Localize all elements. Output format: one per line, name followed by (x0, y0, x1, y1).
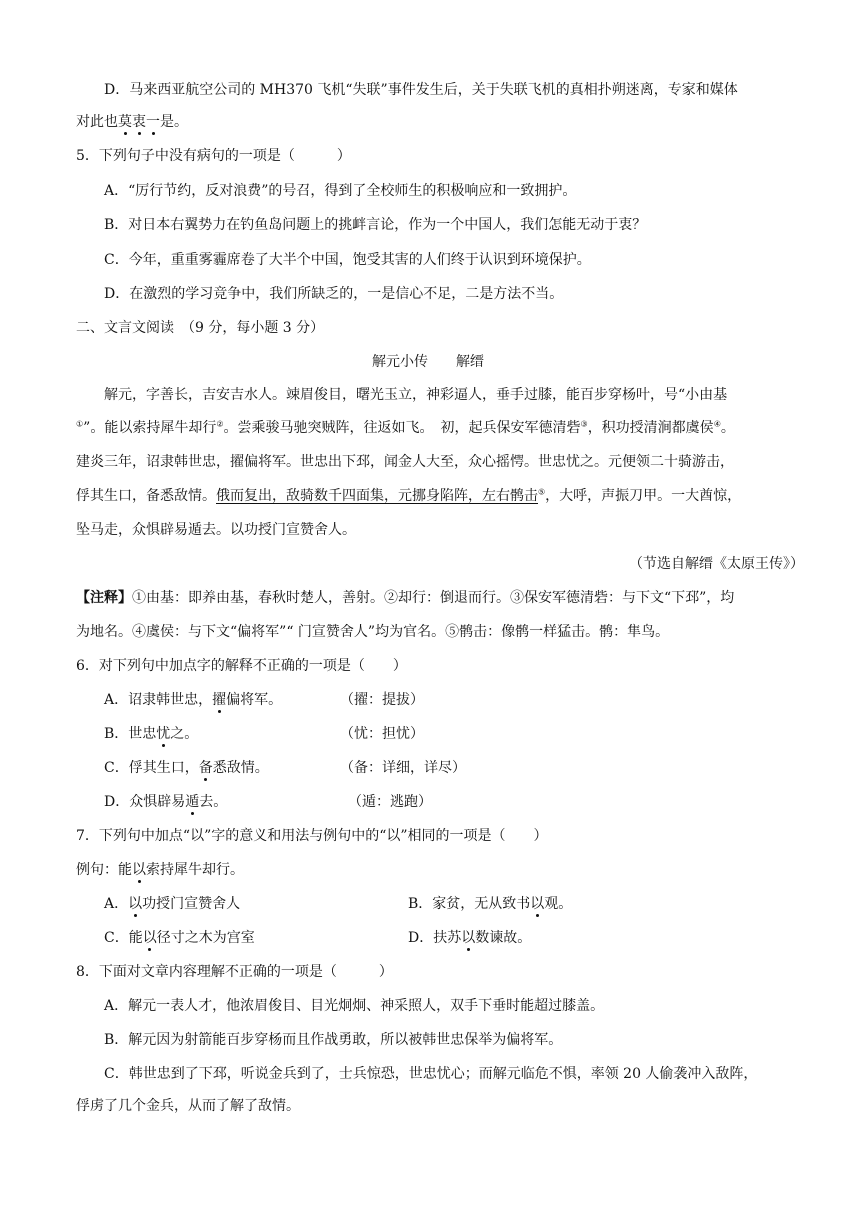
q6-option-c: C．俘其生口，备悉敌情。 (104, 760, 269, 776)
notes-line-1: 【注释】①由基：即养由基，春秋时楚人，善射。②却行：倒退而行。③保安军德清砦：与下文“下邳”，均 (76, 590, 735, 606)
passage-source: （节选自解缙《太原王传》） (629, 556, 804, 572)
q6-option-b: B．世忠忧之。 (104, 726, 199, 742)
section-heading: 二、文言文阅读 （9 分，每小题 3 分） (76, 320, 325, 336)
passage-line-5: 坠马走，众惧辟易遁去。以功授门宣赞舍人。 (76, 522, 356, 538)
q5-option-c: C．今年，重重雾霾席卷了大半个中国，饱受其害的人们终于认识到环境保护。 (104, 252, 591, 268)
dotted-char: 一 (146, 114, 160, 130)
q8-option-b: B．解元因为射箭能百步穿杨而且作战勇敢，所以被韩世忠保举为偏将军。 (104, 1032, 563, 1048)
q6-gloss-c: （备：详细，详尽） (340, 760, 466, 776)
q5-stem: 5．下列句子中没有病句的一项是（ ） (76, 148, 351, 164)
underlined-sentence: 俄而复出，敌骑数千四面集，元挪身陷阵，左右鹘击 (216, 488, 538, 504)
q6-option-d: D．众惧辟易遁去。 (104, 794, 228, 810)
q4-option-d-line1: D．马来西亚航空公司的 MH370 飞机“失联”事件发生后，关于失联飞机的真相扑朔迷离，专家和媒体 (104, 82, 738, 98)
passage-line-2: ①”。能以索持犀牛却行②。尝乘骏马驰突贼阵，往返如飞。 初，起兵保安军德清砦③，积功授清涧都虞侯④。 (76, 419, 735, 436)
q8-option-a: A．解元一表人才，他浓眉俊目、目光炯炯、神采照人，双手下垂时能超过膝盖。 (104, 998, 605, 1014)
notes-line-2: 为地名。④虞侯：与下文“偏将军”“ 门宣赞舍人”均为官名。⑤鹘击：像鹘一样猛击。鹘：隼鸟。 (76, 624, 670, 640)
q7-stem: 7．下列句中加点“以”字的意义和用法与例句中的“以”相同的一项是（ ） (76, 828, 548, 844)
passage-line-4: 俘其生口，备悉敌情。俄而复出，敌骑数千四面集，元挪身陷阵，左右鹘击⑤，大呼，声振刀甲。一大酋惊， (76, 487, 742, 504)
q7-example: 例句：能以索持犀牛却行。 (76, 862, 244, 878)
q6-gloss-a: （擢：提拔） (340, 692, 424, 708)
q5-option-a: A．“厉行节约，反对浪费”的号召，得到了全校师生的积极响应和一致拥护。 (104, 183, 577, 199)
q6-stem: 6．对下列句中加点字的解释不正确的一项是（ ） (76, 658, 407, 674)
q6-gloss-d: （遁：逃跑） (348, 794, 432, 810)
q7-option-c: C．能以径寸之木为宫室 (104, 930, 255, 946)
q5-option-d: D．在激烈的学习竞争中，我们所缺乏的，一是信心不足，二是方法不当。 (104, 286, 564, 302)
passage-line-1: 解元，字善长，吉安吉水人。竦眉俊目，曙光玉立，神彩逼人，垂手过膝，能百步穿杨叶，号“小由基 (104, 387, 728, 403)
q7-option-b: B．家贫，无从致书以观。 (408, 896, 573, 912)
q8-option-c: C．韩世忠到了下邳，听说金兵到了，士兵惊恐，世忠忧心；而解元临危不惧，率领 20 人偷袭冲入敌阵， (104, 1066, 758, 1082)
q4-option-d-line2: 对此也莫衷一是。 (76, 114, 188, 130)
q8-stem: 8．下面对文章内容理解不正确的一项是（ ） (76, 964, 393, 980)
q6-gloss-b: （忧：担忧） (340, 726, 424, 742)
dotted-char: 衷 (132, 114, 146, 130)
passage-line-3: 建炎三年，诏隶韩世忠，擢偏将军。世忠出下邳，闻金人大至，众心摇愕。世忠忧之。元便领二十骑游击， (76, 454, 734, 470)
q8-option-c-cont: 俘虏了几个金兵，从而了解了敌情。 (76, 1098, 300, 1114)
q7-option-d: D．扶苏以数谏故。 (408, 930, 532, 946)
q6-option-a: A．诏隶韩世忠，擢偏将军。 (104, 692, 283, 708)
passage-title: 解元小传 解缙 (372, 354, 484, 370)
q7-option-a: A．以功授门宣赞舍人 (104, 896, 241, 912)
dotted-char: 莫 (118, 114, 132, 130)
q5-option-b: B．对日本右翼势力在钓鱼岛问题上的挑衅言论，作为一个中国人，我们怎能无动于衷？ (104, 217, 647, 233)
